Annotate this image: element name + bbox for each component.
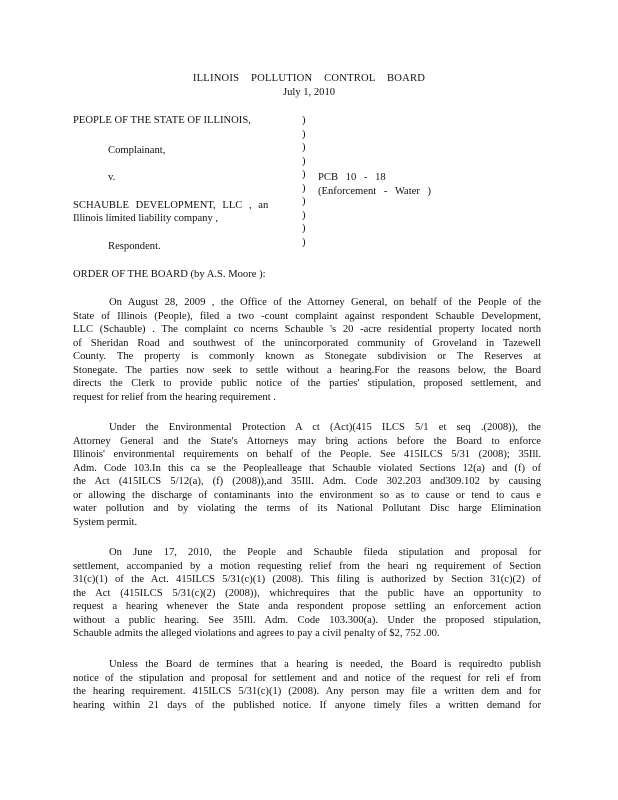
text-line: notice of the stipulation and proposal for settlement and and notice of the request for reli ef from — [73, 672, 541, 684]
caption-paren: ) — [302, 196, 306, 207]
text-line: On June 17, 2010, the People and Schauble fileda stipulation and proposal for — [109, 547, 541, 558]
text-line: Unless the Board de termines that a hearing is needed, the Board is requiredto publish — [109, 659, 541, 670]
paragraph-2 — [73, 421, 541, 529]
respondent-label: Respondent. — [108, 241, 161, 252]
caption-paren: ) — [302, 182, 306, 194]
text-line: 31(c)(1) of the Act. 415ILCS 5/31(c)(1) (2008). This filing is authorized by Section 31(c)(2) of — [73, 574, 541, 585]
caption-paren: ) — [302, 209, 306, 221]
board-title: ILLINOIS POLLUTION CONTROL BOARD — [192, 73, 426, 84]
text-line: On August 28, 2009 , the Office of the Attorney General, on behalf of the People of the — [109, 297, 541, 308]
caption-paren: ) — [302, 236, 306, 248]
case-type: (Enforcement - Water ) — [318, 186, 432, 197]
text-line: or allowing the discharge of contaminants into the environment so as to cause or tend to caus e — [73, 489, 541, 501]
text-line: of Sheridan Road and southwest of the unincorporated community of Groveland in Tazewell — [73, 337, 541, 349]
paragraph-3 — [73, 546, 541, 641]
caption-paren: ) — [302, 155, 306, 167]
text-line: the Act (415ILCS 5/31(c)(2) (2008)), whichrequires that the public have an opportunity to — [73, 587, 541, 599]
text-line: LLC (Schauble) . The complaint co ncerns Schauble 's 20 -acre residential property located north — [73, 324, 541, 335]
text-line: County. The property is commonly known as Stonegate subdivision or The Reserves at — [73, 351, 541, 362]
text-line: hearing within 21 days of the published notice. If anyone timely files a written demand for — [73, 699, 541, 711]
plaintiff-name: PEOPLE OF THE STATE OF ILLINOIS, — [73, 115, 251, 126]
text-line: Under the Environmental Protection A ct (Act)(415 ILCS 5/1 et seq .(2008)), the — [109, 422, 541, 433]
text-line: System permit. — [73, 516, 138, 528]
text-line: Attorney General and the State's Attorneys may bring actions before the Board to enforce — [73, 435, 541, 447]
caption-parentheses — [302, 114, 306, 249]
text-line: Adm. Code 103.In this ca se the Peoplealleage that Schauble violated Sections 12(a) and (f) of — [73, 462, 541, 474]
text-line: request for relief from the hearing requirement . — [73, 391, 276, 403]
complainant-label: Complainant, — [108, 145, 166, 156]
paragraph-1 — [73, 296, 541, 404]
paragraph-4 — [73, 658, 541, 712]
order-date: July 1, 2010 — [282, 87, 336, 98]
text-line: request a hearing whenever the State anda respondent propose settling an enforcement action — [73, 601, 541, 612]
caption-paren: ) — [302, 115, 306, 126]
caption-paren: ) — [302, 169, 306, 180]
defendant-description: Illinois limited liability company , — [73, 213, 219, 224]
versus-label: v. — [108, 172, 116, 183]
text-line: the hearing requirement. 415ILCS 5/31(c)(1) (2008). Any person may file a written dem and for — [73, 686, 541, 697]
text-line: without a public hearing. See 35Ill. Adm. Code 103.300(a). Under the proposed stipulation, — [73, 614, 541, 626]
text-line: Stonegate. The parties now seek to settle without a hearing.For the reasons below, the Board — [73, 364, 541, 376]
text-line: Illinois' environmental requirements on behalf of the People. See 415ILCS 5/31 (2008); 35Ill. — [73, 449, 541, 460]
text-line: Schauble admits the alleged violations and agrees to pay a civil penalty of $2, 752 .00. — [73, 628, 440, 639]
order-heading: ORDER OF THE BOARD (by A.S. Moore ): — [73, 269, 266, 280]
text-line: the Act (415ILCS 5/12(a), (f) (2008)),and 35Ill. Adm. Code 302.203 and309.102 by causing — [73, 476, 541, 487]
text-line: settlement, accompanied by a motion requesting relief from the heari ng requirement of Section — [73, 560, 541, 572]
caption-paren: ) — [302, 128, 306, 140]
caption-paren: ) — [302, 223, 306, 234]
text-line: directs the Clerk to provide public notice of the parties' stipulation, proposed settlement, and — [73, 378, 541, 389]
case-number: PCB 10 - 18 — [318, 172, 386, 183]
defendant-name: SCHAUBLE DEVELOPMENT, LLC , an — [73, 200, 269, 211]
text-line: State of Illinois (People), filed a two -count complaint against respondent Schauble Development, — [73, 310, 541, 322]
caption-paren: ) — [302, 142, 306, 153]
text-line: water pollution and by violating the terms of its National Pollutant Disc harge Elimination — [73, 503, 541, 514]
